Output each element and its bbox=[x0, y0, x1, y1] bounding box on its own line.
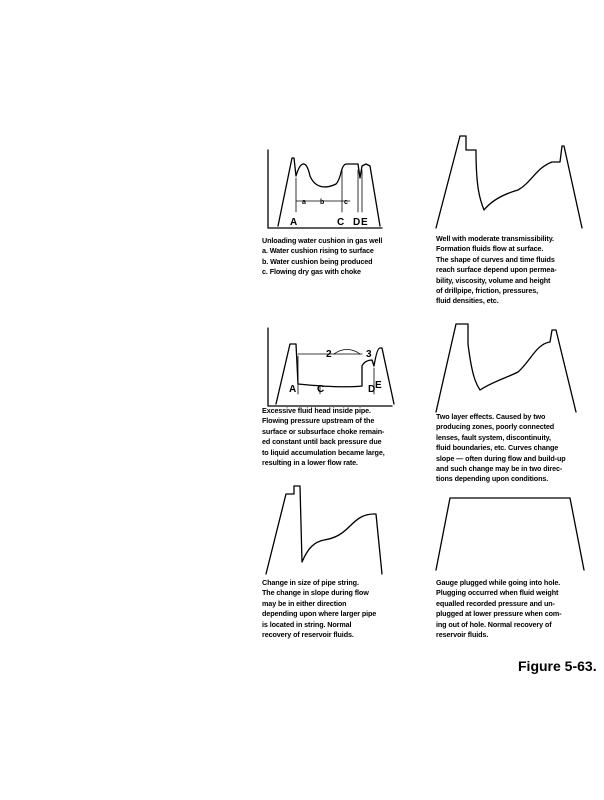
caption-line: producing zones, poorly connected bbox=[436, 422, 555, 432]
caption-line: reach surface depend upon permea- bbox=[436, 265, 557, 275]
chart-panel-unloading-water-cushion bbox=[262, 148, 392, 230]
caption-line: fluid densities, etc. bbox=[436, 296, 499, 306]
caption-line: Plugging occurred when fluid weight bbox=[436, 588, 559, 598]
caption-panel-2 bbox=[436, 234, 557, 307]
label-d: D bbox=[368, 384, 376, 395]
pressure-chart-1 bbox=[262, 148, 392, 230]
caption-line: depending upon where larger pipe bbox=[262, 609, 377, 619]
caption-line: lenses, fault system, discontinuity, bbox=[436, 432, 551, 442]
caption-panel-6 bbox=[436, 578, 562, 640]
caption-line: The shape of curves and time fluids bbox=[436, 254, 555, 264]
caption-line: plugged at lower pressure when com- bbox=[436, 609, 562, 619]
caption-line: bility, viscosity, volume and height bbox=[436, 275, 551, 285]
caption-line: ed constant until back pressure due bbox=[262, 437, 382, 447]
caption-line: ing out of hole. Normal recovery of bbox=[436, 619, 552, 629]
caption-panel-5 bbox=[262, 578, 376, 640]
pressure-curve bbox=[266, 486, 382, 574]
label-e: E bbox=[375, 380, 382, 391]
caption-line: of drillpipe, friction, pressures, bbox=[436, 286, 539, 296]
caption-line: recovery of reservoir fluids. bbox=[262, 630, 354, 640]
pressure-chart-3 bbox=[262, 326, 402, 408]
caption-line: Excessive fluid head inside pipe. bbox=[262, 406, 371, 415]
label-e: E bbox=[361, 217, 368, 228]
caption-line: resulting in a lower flow rate. bbox=[262, 458, 358, 468]
chart-panel-gauge-plugged bbox=[432, 494, 586, 572]
chart-panel-moderate-transmissibility bbox=[432, 130, 582, 230]
label-3: 3 bbox=[366, 349, 372, 360]
caption-panel-1 bbox=[262, 236, 382, 278]
caption-line: slope — often during flow and build-up bbox=[436, 453, 566, 463]
chart-panel-two-layer-effects bbox=[432, 318, 582, 414]
caption-line: The change in slope during flow bbox=[262, 588, 369, 598]
label-c: C bbox=[317, 384, 325, 395]
caption-line: is located in string. Normal bbox=[262, 619, 352, 629]
chart-panel-excessive-fluid-head bbox=[262, 326, 402, 408]
label-small-b: b bbox=[320, 199, 325, 206]
pressure-curve bbox=[436, 324, 576, 412]
label-2: 2 bbox=[326, 349, 332, 360]
figure-label: Figure 5-63. bbox=[518, 658, 597, 674]
label-c: C bbox=[337, 217, 345, 228]
caption-line: tions depending upon conditions. bbox=[436, 474, 549, 484]
caption-line: Gauge plugged while going into hole. bbox=[436, 578, 561, 587]
caption-line: may be in either direction bbox=[262, 598, 347, 608]
caption-line: Flowing pressure upstream of the bbox=[262, 416, 375, 426]
caption-line: Two layer effects. Caused by two bbox=[436, 412, 546, 421]
caption-line: to liquid accumulation became large, bbox=[262, 447, 385, 457]
pressure-chart-5 bbox=[262, 484, 392, 576]
label-d: D bbox=[353, 217, 361, 228]
caption-panel-4 bbox=[436, 412, 566, 485]
caption-line: and such change may be in two direc- bbox=[436, 464, 563, 474]
caption-line: Unloading water cushion in gas well bbox=[262, 236, 383, 245]
pressure-curve bbox=[278, 158, 380, 226]
label-a: A bbox=[290, 217, 298, 228]
caption-line: a. Water cushion rising to surface bbox=[262, 246, 374, 256]
pressure-chart-4 bbox=[432, 318, 582, 414]
label-small-c: c bbox=[344, 199, 348, 206]
label-small-a: a bbox=[302, 199, 306, 206]
caption-line: Change in size of pipe string. bbox=[262, 578, 359, 587]
caption-line: b. Water cushion being produced bbox=[262, 256, 373, 266]
pressure-curve bbox=[436, 136, 582, 228]
caption-line: Formation fluids flow at surface. bbox=[436, 244, 544, 254]
pressure-chart-6 bbox=[432, 494, 586, 572]
pressure-chart-2 bbox=[432, 130, 582, 230]
caption-line: equalled recorded pressure and un- bbox=[436, 598, 555, 608]
caption-line: Well with moderate transmissibility. bbox=[436, 234, 554, 243]
caption-line: surface or subsurface choke remain- bbox=[262, 426, 385, 436]
caption-line: c. Flowing dry gas with choke bbox=[262, 267, 361, 277]
caption-line: fluid boundaries, etc. Curves change bbox=[436, 443, 559, 453]
chart-panel-pipe-size-change bbox=[262, 484, 392, 576]
bump-curve bbox=[334, 350, 360, 355]
label-a: A bbox=[289, 384, 297, 395]
pressure-curve bbox=[436, 498, 584, 570]
caption-line: reservoir fluids. bbox=[436, 630, 489, 640]
caption-panel-3 bbox=[262, 406, 385, 468]
